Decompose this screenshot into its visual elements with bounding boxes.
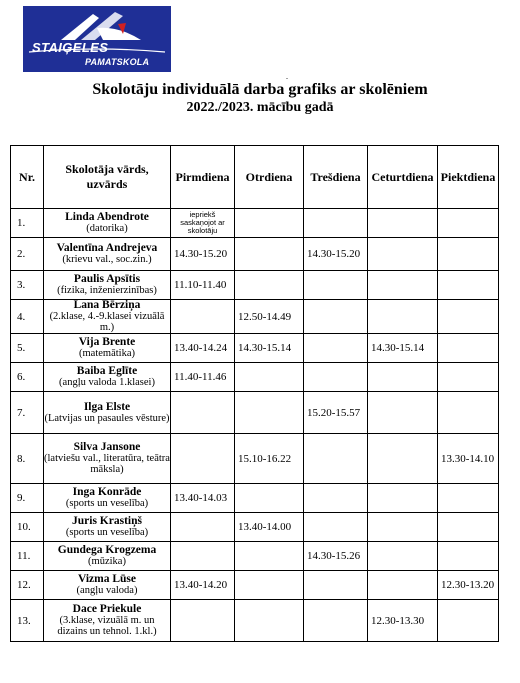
row-number: 5. (11, 334, 44, 363)
slot-fri (438, 300, 499, 334)
teacher-name: Inga Konrāde (72, 486, 142, 498)
slot-mon: 13.40-14.20 (171, 571, 235, 600)
table-header-row (11, 146, 499, 209)
table-row (11, 271, 499, 300)
slot-wed (304, 434, 368, 484)
teacher-subject: (latviešu val., literatūra, teātra māksla) (44, 453, 170, 475)
teacher-name: Baiba Eglīte (76, 365, 138, 377)
table-row (11, 209, 499, 238)
teacher-cell (44, 513, 171, 542)
slot-mon: 14.30-15.20 (171, 238, 235, 271)
teacher-name: Linda Abendrote (65, 211, 149, 223)
slot-tue (235, 600, 304, 642)
slot-mon: 13.40-14.24 (171, 334, 235, 363)
teacher-subject: (Latvijas un pasaules vēsture) (44, 412, 170, 424)
slot-tue: 14.30-15.14 (235, 334, 304, 363)
teacher-subject: (sports un veselība) (65, 498, 149, 509)
slot-thu (368, 542, 438, 571)
teacher-name: Vija Brente (78, 336, 136, 348)
slot-tue: 12.50-14.49 (235, 300, 304, 334)
slot-tue (235, 271, 304, 300)
row-number: 11. (11, 542, 44, 571)
teacher-cell (44, 542, 171, 571)
slot-thu (368, 363, 438, 392)
slot-mon: 11.10-11.40 (171, 271, 235, 300)
slot-wed (304, 271, 368, 300)
teacher-subject: (3.klase, vizuālā m. un dizains un tehnol. 1.kl.) (57, 615, 157, 637)
slot-tue (235, 209, 304, 238)
teacher-name: Gundega Krogzema (57, 544, 157, 556)
teacher-cell (44, 300, 171, 334)
slot-thu (368, 238, 438, 271)
teacher-name: Juris Krastiņš (72, 515, 142, 527)
slot-tue: 13.40-14.00 (235, 513, 304, 542)
teacher-subject: (datorika) (86, 223, 128, 234)
teacher-subject: (sports un veselība) (65, 527, 149, 538)
slot-fri (438, 392, 499, 434)
slot-thu (368, 392, 438, 434)
slot-fri (438, 363, 499, 392)
decorative-dot: . (286, 72, 288, 81)
slot-mon (171, 300, 235, 334)
table-row (11, 571, 499, 600)
teacher-cell (44, 600, 171, 642)
slot-tue (235, 363, 304, 392)
teacher-subject: (mūzika) (88, 556, 126, 567)
slot-fri (438, 513, 499, 542)
row-number: 9. (11, 484, 44, 513)
slot-fri (438, 542, 499, 571)
slot-thu (368, 484, 438, 513)
slot-mon: 13.40-14.03 (171, 484, 235, 513)
table-row (11, 484, 499, 513)
page-subtitle: 2022./2023. mācību gadā (186, 100, 334, 115)
table-row (11, 542, 499, 571)
slot-fri (438, 209, 499, 238)
slot-wed (304, 363, 368, 392)
col-header-teacher: Skolotāja vārds, uzvārds (44, 146, 171, 209)
teacher-cell (44, 271, 171, 300)
slot-thu (368, 513, 438, 542)
row-number: 4. (11, 300, 44, 334)
teacher-name: Lana Bērziņa (73, 299, 141, 311)
teacher-name: Paulis Apsītis (73, 273, 141, 285)
slot-fri (438, 334, 499, 363)
slot-wed (304, 600, 368, 642)
logo-line-2: PAMATSKOLA (85, 57, 150, 67)
slot-wed: 15.20-15.57 (304, 392, 368, 434)
teacher-name: Valentīna Andrejeva (56, 242, 158, 254)
slot-fri (438, 600, 499, 642)
teacher-cell (44, 238, 171, 271)
slot-tue (235, 238, 304, 271)
slot-mon (171, 392, 235, 434)
table-row (11, 392, 499, 434)
table-row (11, 434, 499, 484)
teacher-subject: (fizika, inženierzinības) (57, 285, 157, 296)
slot-thu (368, 209, 438, 238)
slot-mon (171, 513, 235, 542)
slot-fri (438, 238, 499, 271)
slot-tue (235, 542, 304, 571)
slot-thu (368, 434, 438, 484)
slot-thu (368, 571, 438, 600)
row-number: 8. (11, 434, 44, 484)
slot-mon (171, 600, 235, 642)
table-row (11, 600, 499, 642)
slot-tue (235, 392, 304, 434)
slot-wed (304, 571, 368, 600)
row-number: 10. (11, 513, 44, 542)
slot-wed (304, 300, 368, 334)
col-header-monday: Pirmdiena (171, 146, 235, 209)
row-number: 3. (11, 271, 44, 300)
col-header-friday: Piektdiena (438, 146, 499, 209)
teacher-subject: (matemātika) (79, 348, 135, 359)
teacher-cell (44, 363, 171, 392)
slot-fri (438, 271, 499, 300)
teacher-cell (44, 334, 171, 363)
schedule-table (10, 145, 499, 642)
row-number: 2. (11, 238, 44, 271)
teacher-name: Ilga Elste (83, 400, 131, 413)
slot-mon (171, 542, 235, 571)
table-row (11, 334, 499, 363)
slot-fri: 12.30-13.20 (438, 571, 499, 600)
col-header-tuesday: Otrdiena (235, 146, 304, 209)
table-row (11, 300, 499, 334)
col-header-nr: Nr. (11, 146, 44, 209)
slot-wed (304, 209, 368, 238)
col-header-thursday: Ceturtdiena (368, 146, 438, 209)
row-number: 1. (11, 209, 44, 238)
slot-wed (304, 484, 368, 513)
slot-wed (304, 334, 368, 363)
slot-fri (438, 484, 499, 513)
slot-mon (171, 434, 235, 484)
teacher-subject: (angļu valoda 1.klasei) (59, 377, 155, 388)
row-number: 12. (11, 571, 44, 600)
school-logo (23, 6, 171, 72)
teacher-subject: (angļu valoda) (76, 585, 138, 596)
slot-wed: 14.30-15.20 (304, 238, 368, 271)
teacher-cell (44, 392, 171, 434)
slot-thu (368, 271, 438, 300)
teacher-cell (44, 571, 171, 600)
row-number: 7. (11, 392, 44, 434)
slot-thu (368, 300, 438, 334)
teacher-name: Silva Jansone (73, 441, 141, 453)
slot-thu: 12.30-13.30 (368, 600, 438, 642)
table-row (11, 513, 499, 542)
row-number: 13. (11, 600, 44, 642)
teacher-cell (44, 434, 171, 484)
page-title: Skolotāju individuālā darba grafiks ar skolēniem (92, 81, 428, 98)
teacher-name: Dace Priekule (72, 603, 142, 615)
teacher-subject: (krievu val., soc.zin.) (62, 254, 152, 265)
slot-mon: 11.40-11.46 (171, 363, 235, 392)
slot-wed (304, 513, 368, 542)
slot-thu: 14.30-15.14 (368, 334, 438, 363)
slot-fri: 13.30-14.10 (438, 434, 499, 484)
table-row (11, 363, 499, 392)
slot-mon: iepriekš saskaņojot ar skolotāju (171, 209, 235, 238)
teacher-cell (44, 209, 171, 238)
teacher-subject: (2.klase, 4.-9.klasei vizuālā m.) (49, 311, 165, 333)
teacher-cell (44, 484, 171, 513)
logo-line-1: STAIĢELES (32, 40, 109, 55)
row-number: 6. (11, 363, 44, 392)
table-row (11, 238, 499, 271)
slot-wed: 14.30-15.26 (304, 542, 368, 571)
slot-tue (235, 484, 304, 513)
slot-tue: 15.10-16.22 (235, 434, 304, 484)
slot-tue (235, 571, 304, 600)
col-header-wednesday: Trešdiena (304, 146, 368, 209)
teacher-name: Vizma Lūse (77, 573, 137, 585)
